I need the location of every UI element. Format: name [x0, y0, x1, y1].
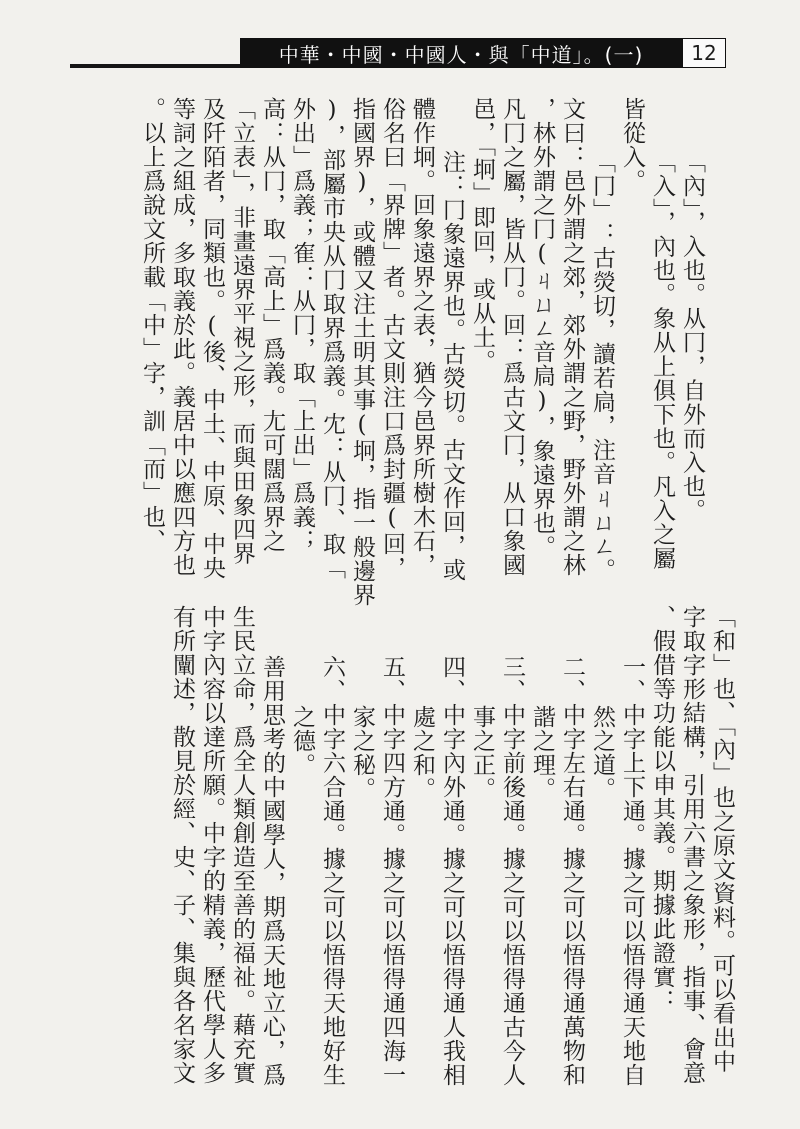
text-column: 指國界)，或體又注土明其事(坰，指一般邊界: [349, 97, 375, 607]
text-column: 五、中字四方通。據之可以悟得通四海一: [379, 655, 405, 1087]
text-column: 善用思考的中國學人，期爲天地立心，爲: [259, 655, 285, 1087]
text-column: 注：冂象遠界也。古熒切。古文作回，或: [439, 150, 465, 582]
text-column: 字取字形結構，引用六書之象形，指事、會意: [679, 605, 705, 1085]
text-column: 皆從入。: [619, 97, 645, 193]
text-column: 「和」也、「內」也之原文資料。可以看出中: [709, 605, 735, 1074]
text-column: 。以上爲說文所載「中」字，訓「而」也、: [139, 97, 165, 553]
page-number: 12: [682, 38, 726, 68]
text-column: 家之秘。: [349, 705, 375, 801]
text-column: 凡冂之屬，皆从冂。回：爲古文冂，从口象國: [499, 97, 525, 577]
text-column: 「內」，入也。从冂，自外而入也。: [679, 150, 705, 523]
text-column: 有所闡述，散見於經、史、子、集與各名家文: [169, 605, 195, 1085]
text-column: 邑，「坰」即回，或从土。: [469, 97, 495, 374]
text-column: 處之和。: [409, 705, 435, 801]
text-column: 及阡陌者，同類也。(後、中土、中原、中央: [199, 97, 225, 580]
text-column: 等詞之組成，多取義於此。義居中以應四方也: [169, 97, 195, 577]
text-column: 一、中字上下通。據之可以悟得通天地自: [619, 655, 645, 1087]
text-column: 生民立命，爲全人類創造至善的福祉。藉充實: [229, 605, 255, 1085]
text-column: ，林外謂之冂(ㄐㄩㄥ音扃)，象遠界也。: [529, 97, 555, 559]
text-column: 外出」爲義；隺：从冂，取「上出」爲義；: [289, 97, 315, 553]
text-column: 之德。: [289, 705, 315, 777]
text-column: 三、中字前後通。據之可以悟得通古今人: [499, 655, 525, 1087]
text-column: 事之正。: [469, 705, 495, 801]
header-rule: [70, 64, 240, 68]
running-header: 中華・中國・中國人・與「中道」。(一): [240, 38, 682, 68]
text-column: 「冂」：古熒切，讀若扃，注音ㄐㄩㄥ。: [589, 150, 615, 582]
text-column: 然之道。: [589, 705, 615, 801]
text-column: 六、中字六合通。據之可以悟得天地好生: [319, 655, 345, 1087]
text-column: 中字內容以達所願。中字的精義，歷代學人多: [199, 605, 225, 1085]
text-column: 體作坰。回象遠界之表，猶今邑界所樹木石，: [409, 97, 435, 577]
text-column: 二、中字左右通。據之可以悟得通萬物和: [559, 655, 585, 1087]
text-column: 高：从冂，取「高上」爲義。尢可闊爲界之: [259, 97, 285, 553]
text-column: 「入」，內也。象从上俱下也。凡入之屬: [649, 150, 675, 571]
text-column: 「立表」，非畫遠界平視之形，而與田象四界: [229, 97, 255, 566]
text-column: 諧之理。: [529, 705, 555, 801]
text-column: 俗名曰「界牌」者。古文則注口爲封疆(回，: [379, 97, 405, 580]
text-column: 文曰：邑外謂之郊，郊外謂之野，野外謂之林: [559, 97, 585, 577]
text-column: 四、中字內外通。據之可以悟得通人我相: [439, 655, 465, 1087]
text-column: )，部屬市央从冂取界爲義。冘：从冂、取「: [319, 97, 345, 580]
text-column: 、假借等功能以申其義。期據此證實：: [649, 605, 675, 1013]
